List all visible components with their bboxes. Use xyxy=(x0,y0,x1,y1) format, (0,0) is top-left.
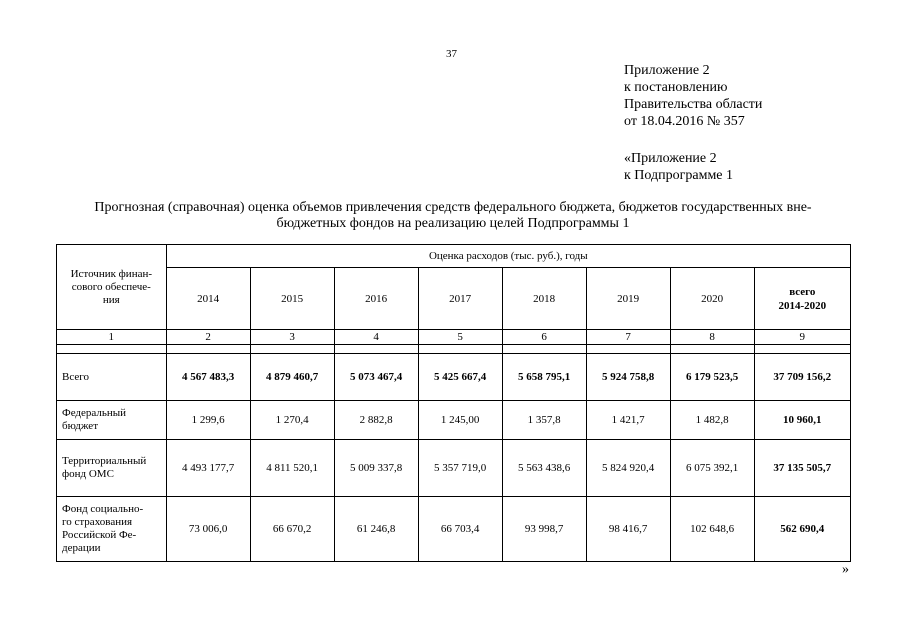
row-source-line: фонд ОМС xyxy=(62,468,114,480)
row-source-line: го страхования xyxy=(62,516,133,528)
table-cell: 1 245,00 xyxy=(418,401,502,440)
source-header-line: Источник финан- xyxy=(70,267,153,280)
column-number: 5 xyxy=(418,330,502,345)
table-row xyxy=(57,354,851,401)
appendix-line: Приложение 2 xyxy=(624,63,710,78)
column-number: 9 xyxy=(754,330,850,345)
column-number: 1 xyxy=(57,330,167,345)
table-cell: 1 299,6 xyxy=(166,401,250,440)
table-cell: 5 073 467,4 xyxy=(334,354,418,401)
table-cell: 61 246,8 xyxy=(334,497,418,562)
table-cell: 1 421,7 xyxy=(586,401,670,440)
row-source-line: дерации xyxy=(62,542,101,554)
row-total: 37 709 156,2 xyxy=(754,354,850,401)
column-number: 7 xyxy=(586,330,670,345)
spacer-cell xyxy=(586,345,670,354)
table-header-row xyxy=(57,245,851,268)
row-source-line: Федеральный xyxy=(62,407,127,419)
table-cell: 5 924 758,8 xyxy=(586,354,670,401)
table-cell: 66 670,2 xyxy=(250,497,334,562)
spacer-cell xyxy=(57,345,167,354)
row-total: 562 690,4 xyxy=(754,497,850,562)
document-title xyxy=(58,200,848,232)
table-cell: 66 703,4 xyxy=(418,497,502,562)
title-line: бюджетных фондов на реализацию целей Подпрограммы 1 xyxy=(276,216,630,231)
row-total: 37 135 505,7 xyxy=(754,440,850,497)
column-number: 8 xyxy=(670,330,754,345)
table-cell: 6 075 392,1 xyxy=(670,440,754,497)
table-row xyxy=(57,401,851,440)
source-header-line: сового обеспече- xyxy=(71,280,151,293)
year-header: 2014 xyxy=(166,268,250,330)
column-number: 2 xyxy=(166,330,250,345)
table-cell: 1 357,8 xyxy=(502,401,586,440)
appendix-line: Правительства области xyxy=(624,97,763,112)
title-line: Прогнозная (справочная) оценка объемов привлечения средств федерального бюджета, бюджетов государственных вне- xyxy=(94,200,812,215)
appendix-header xyxy=(624,62,762,130)
table-cell: 73 006,0 xyxy=(166,497,250,562)
table-cell: 4 567 483,3 xyxy=(166,354,250,401)
table-cell: 4 493 177,7 xyxy=(166,440,250,497)
group-header-cell: Оценка расходов (тыс. руб.), годы xyxy=(166,245,850,268)
year-header: 2019 xyxy=(586,268,670,330)
table-cell: 98 416,7 xyxy=(586,497,670,562)
row-source xyxy=(57,497,167,562)
row-source-line: Территориальный xyxy=(62,455,147,467)
table-cell: 5 425 667,4 xyxy=(418,354,502,401)
total-header-line: 2014-2020 xyxy=(778,299,827,312)
appendix-sub-line: к Подпрограмме 1 xyxy=(624,168,734,183)
spacer-cell xyxy=(166,345,250,354)
row-source xyxy=(57,401,167,440)
row-source-line: Российской Фе- xyxy=(62,529,137,541)
appendix-subheader xyxy=(624,150,733,184)
appendix-line: от 18.04.2016 № 357 xyxy=(624,114,745,129)
year-header: 2015 xyxy=(250,268,334,330)
year-header: 2016 xyxy=(334,268,418,330)
spacer-cell xyxy=(502,345,586,354)
year-header: 2018 xyxy=(502,268,586,330)
table-cell: 6 179 523,5 xyxy=(670,354,754,401)
table-cell: 1 482,8 xyxy=(670,401,754,440)
table-cell: 102 648,6 xyxy=(670,497,754,562)
budget-table xyxy=(56,244,851,562)
source-header-cell xyxy=(57,245,167,330)
table-cell: 5 563 438,6 xyxy=(502,440,586,497)
spacer-cell xyxy=(250,345,334,354)
table-cell: 5 357 719,0 xyxy=(418,440,502,497)
appendix-line: к постановлению xyxy=(624,80,728,95)
table-row xyxy=(57,440,851,497)
row-source xyxy=(57,440,167,497)
table-cell: 93 998,7 xyxy=(502,497,586,562)
year-header: 2017 xyxy=(418,268,502,330)
row-source xyxy=(57,354,167,401)
spacer-cell xyxy=(754,345,850,354)
column-number-row xyxy=(57,330,851,345)
table-cell: 5 658 795,1 xyxy=(502,354,586,401)
page-number: 37 xyxy=(446,48,457,60)
total-header-line: всего xyxy=(789,285,816,298)
table-row xyxy=(57,497,851,562)
appendix-sub-line: «Приложение 2 xyxy=(624,151,717,166)
years-row xyxy=(57,268,851,330)
year-header: 2020 xyxy=(670,268,754,330)
column-number: 3 xyxy=(250,330,334,345)
source-header-line: ния xyxy=(102,293,120,306)
row-source-line: Фонд социально- xyxy=(62,503,144,515)
closing-quote: » xyxy=(842,562,849,577)
column-number: 4 xyxy=(334,330,418,345)
table-cell: 2 882,8 xyxy=(334,401,418,440)
spacer-cell xyxy=(334,345,418,354)
row-total: 10 960,1 xyxy=(754,401,850,440)
column-number: 6 xyxy=(502,330,586,345)
row-source-line: Всего xyxy=(62,370,89,383)
row-source-line: бюджет xyxy=(62,420,98,432)
total-header xyxy=(754,268,850,330)
table-cell: 1 270,4 xyxy=(250,401,334,440)
table-cell: 4 811 520,1 xyxy=(250,440,334,497)
table-cell: 5 824 920,4 xyxy=(586,440,670,497)
table-cell: 5 009 337,8 xyxy=(334,440,418,497)
spacer-row xyxy=(57,345,851,354)
spacer-cell xyxy=(418,345,502,354)
table-cell: 4 879 460,7 xyxy=(250,354,334,401)
spacer-cell xyxy=(670,345,754,354)
